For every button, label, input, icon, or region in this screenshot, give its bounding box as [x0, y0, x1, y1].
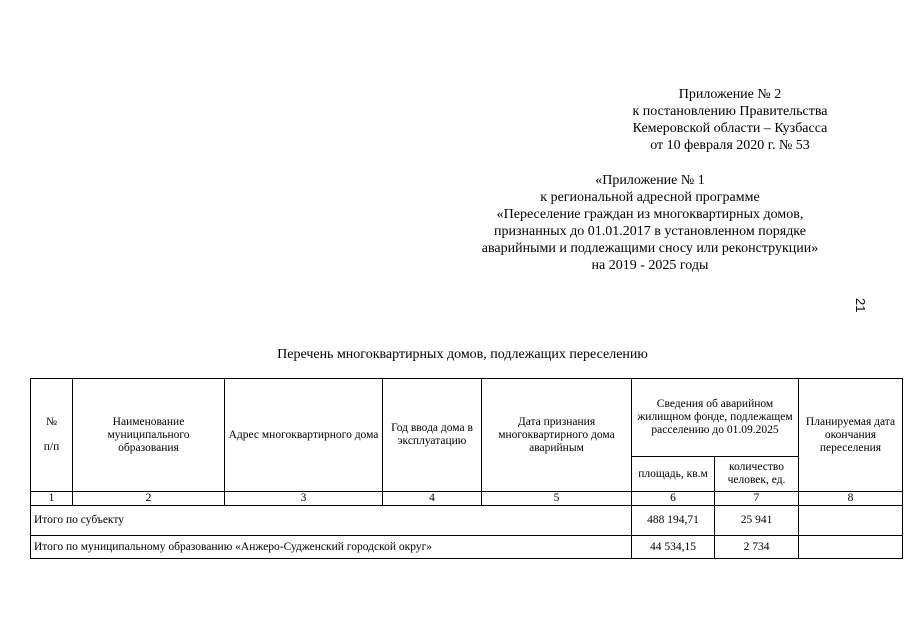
table-row: [31, 536, 903, 559]
annex-2-line: Приложение № 2: [678, 87, 782, 102]
row-label: Итого по субъекту: [31, 506, 632, 536]
row-area: 488 194,71: [632, 506, 715, 536]
column-number: 8: [799, 492, 903, 506]
column-number: 6: [632, 492, 715, 506]
column-number: 5: [482, 492, 632, 506]
header-planned-date: Планируемая дата окончания переселения: [799, 379, 903, 492]
header-recognition-date: Дата признания многоквартирного дома аварийным: [482, 379, 632, 492]
header-emergency-fund: Сведения об аварийном жилищном фонде, подлежащем расселению до 01.09.2025: [632, 379, 799, 457]
annex-2-line: от 10 февраля 2020 г. № 53: [650, 138, 810, 153]
header-municipality: Наименование муниципального образования: [73, 379, 225, 492]
annex-1-line: на 2019 - 2025 годы: [591, 258, 709, 273]
row-label: Итого по муниципальному образованию «Анжеро-Судженский городской округ»: [31, 536, 632, 559]
column-number: 4: [383, 492, 482, 506]
table-row: [31, 506, 903, 536]
column-number-row: [31, 492, 903, 506]
annex-1-line: признанных до 01.01.2017 в установленном порядке: [494, 224, 806, 239]
annex-2-line: Кемеровской области – Кузбасса: [632, 121, 828, 136]
annex-2-header: [600, 86, 860, 154]
annex-1-line: к региональной адресной программе: [540, 190, 760, 205]
header-number-sign: №: [46, 416, 57, 428]
annex-2-line: к постановлению Правительства: [632, 104, 828, 119]
column-number: 1: [31, 492, 73, 506]
annex-1-line: «Приложение № 1: [595, 173, 705, 188]
header-address: Адрес многоквартирного дома: [225, 379, 383, 492]
annex-1-header: [455, 172, 845, 274]
row-planned-date: [799, 536, 903, 559]
header-number: [31, 379, 73, 492]
row-people: 2 734: [715, 536, 799, 559]
houses-table: [30, 378, 903, 559]
row-people: 25 941: [715, 506, 799, 536]
annex-1-line: «Переселение граждан из многоквартирных домов,: [496, 207, 804, 222]
header-number-label: п/п: [43, 441, 60, 453]
annex-1-line: аварийными и подлежащими сносу или реконструкции»: [481, 241, 819, 256]
column-number: 7: [715, 492, 799, 506]
header-people: количество человек, ед.: [715, 457, 799, 492]
header-area: площадь, кв.м: [632, 457, 715, 492]
row-area: 44 534,15: [632, 536, 715, 559]
page-number: 21: [853, 298, 868, 313]
column-number: 3: [225, 492, 383, 506]
header-year: Год ввода дома в эксплуатацию: [383, 379, 482, 492]
list-title: Перечень многоквартирных домов, подлежащих переселению: [277, 347, 648, 362]
header-row: [31, 379, 903, 457]
row-planned-date: [799, 506, 903, 536]
column-number: 2: [73, 492, 225, 506]
